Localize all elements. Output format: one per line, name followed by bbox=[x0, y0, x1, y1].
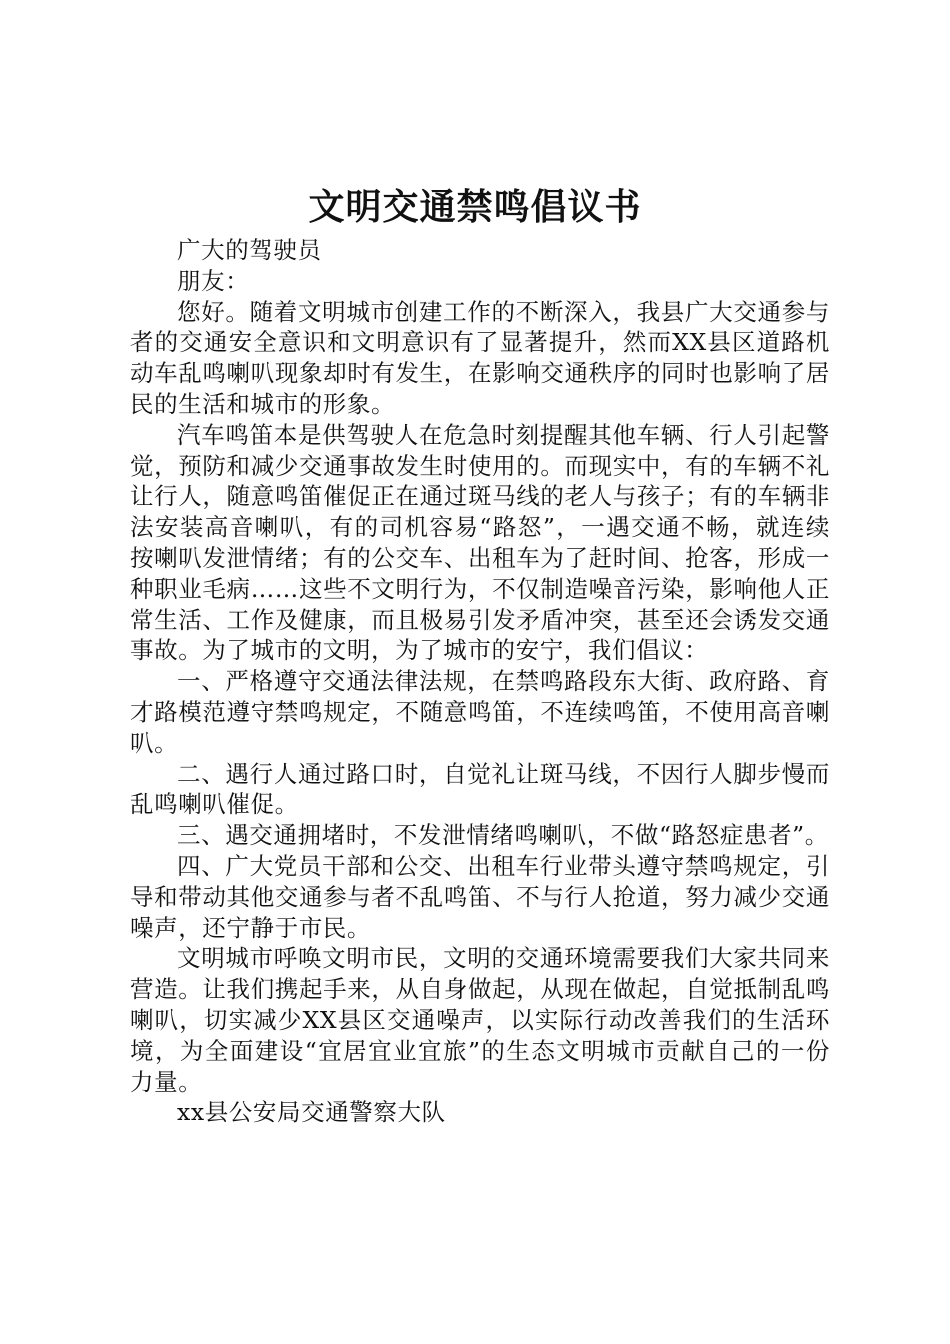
paragraph-proposal-1: 一、严格遵守交通法律法规，在禁鸣路段东大街、政府路、育才路模范遵守禁鸣规定，不随意鸣笛，不连续鸣笛，不使用高音喇叭。 bbox=[130, 667, 830, 757]
signature: xx县公安局交通警察大队 bbox=[177, 1098, 446, 1127]
document-body bbox=[130, 235, 830, 1128]
salutation-line-2: 朋友： bbox=[177, 266, 250, 295]
paragraph-problem: 汽车鸣笛本是供驾驶人在危急时刻提醒其他车辆、行人引起警觉，预防和减少交通事故发生时使用的。而现实中，有的车辆不礼让行人，随意鸣笛催促正在通过斑马线的老人与孩子；有的车辆非法安装高音喇叭，有的司机容易“路怒”，一遇交通不畅，就连续按喇叭发泄情绪；有的公交车、出租车为了赶时间、抢客，形成一种职业毛病……这些不文明行为，不仅制造噪音污染，影响他人正常生活、工作及健康，而且极易引发矛盾冲突，甚至还会诱发交通事故。为了城市的文明，为了城市的安宁，我们倡议： bbox=[130, 420, 830, 665]
document-title: 文明交通禁鸣倡议书 bbox=[308, 187, 642, 228]
salutation-line-1: 广大的驾驶员 bbox=[177, 236, 322, 264]
paragraph-proposal-2: 二、遇行人通过路口时，自觉礼让斑马线，不因行人脚步慢而乱鸣喇叭催促。 bbox=[130, 759, 830, 819]
paragraph-greeting: 您好。随着文明城市创建工作的不断深入，我县广大交通参与者的交通安全意识和文明意识有了显著提升，然而XX县区道路机动车乱鸣喇叭现象却时有发生，在影响交通秩序的同时也影响了居民的生活和城市的形象。 bbox=[130, 297, 830, 418]
paragraph-proposal-3: 三、遇交通拥堵时，不发泄情绪鸣喇叭，不做“路怒症患者”。 bbox=[177, 821, 829, 850]
paragraph-proposal-4: 四、广大党员干部和公交、出租车行业带头遵守禁鸣规定，引导和带动其他交通参与者不乱鸣笛、不与行人抢道，努力减少交通噪声，还宁静于市民。 bbox=[130, 851, 830, 942]
paragraph-closing: 文明城市呼唤文明市民，文明的交通环境需要我们大家共同来营造。让我们携起手来，从自身做起，从现在做起，自觉抵制乱鸣喇叭，切实减少XX县区交通噪声，以实际行动改善我们的生活环境，为全面建设“宜居宜业宜旅”的生态文明城市贡献自己的一份力量。 bbox=[130, 944, 830, 1096]
